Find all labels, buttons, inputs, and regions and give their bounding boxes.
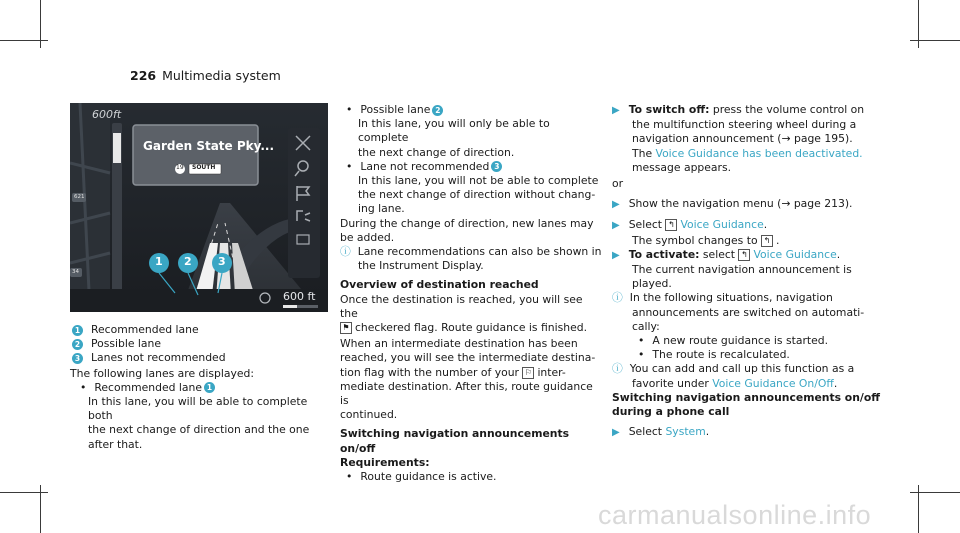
paragraph: During the change of direction, new lanes may — [340, 216, 594, 230]
watermark: carmanualsonline.info — [598, 500, 872, 530]
map-label-a: 621 — [74, 194, 85, 200]
bullet-item: • Recommended lane 1 — [70, 381, 332, 395]
marker-3-label: 3 — [218, 255, 226, 268]
legend-item — [70, 337, 332, 351]
road-name: Garden State Pky... — [143, 139, 275, 153]
step-text: message appears. — [632, 160, 732, 174]
message-text: Voice Guidance has been deactivated. — [655, 146, 863, 160]
paragraph — [340, 366, 602, 380]
voice-guidance-icon: ↰ — [738, 249, 750, 261]
step-arrow-icon: ▶ — [612, 249, 620, 261]
menu-item-text: System — [665, 425, 706, 439]
step-text — [612, 147, 902, 161]
legend-number: 2 — [72, 339, 83, 350]
step-arrow-icon: ▶ — [612, 199, 620, 211]
inline-number: 2 — [432, 105, 443, 116]
legend-item — [70, 323, 332, 337]
step-text: navigation announcement ( — [632, 132, 782, 146]
paragraph-text: checkered flag. Route guidance is finished. — [355, 321, 588, 335]
paragraph — [340, 321, 602, 335]
step-text: Select — [628, 218, 663, 232]
route-direction: SOUTH — [192, 164, 216, 171]
info-text: Lane recommendations can also be shown in — [357, 245, 602, 259]
step-text: played. — [632, 277, 672, 291]
info-note — [612, 291, 902, 305]
paragraph: When an intermediate destination has been — [340, 337, 578, 351]
inline-number: 3 — [491, 161, 502, 172]
bullet-label: Route guidance is active. — [360, 470, 497, 484]
legend-item — [70, 351, 332, 365]
step-label: To switch off: — [628, 103, 710, 116]
page-link: page 213). — [793, 197, 853, 211]
info-text: In the following situations, navigation — [629, 291, 833, 305]
navigation-screenshot — [70, 103, 328, 312]
bullet-text: ing lane. — [358, 202, 405, 216]
or-text: or — [612, 177, 624, 191]
legend-number: 1 — [72, 325, 83, 336]
page-header — [130, 68, 281, 83]
checkered-flag-icon: ⚑ — [340, 322, 352, 334]
voice-guidance-off-icon: ↰ — [761, 235, 773, 247]
intro-text: The following lanes are displayed: — [70, 366, 255, 380]
route-number: 19 — [176, 164, 184, 171]
legend-text: Lanes not recommended — [91, 351, 226, 365]
bullet-item: • Route guidance is active. — [346, 470, 497, 484]
paragraph-text: tion flag with the number of your — [340, 365, 519, 379]
section-heading: Requirements: — [340, 455, 430, 469]
step-text: The — [632, 146, 653, 160]
bullet-text: the next change of direction without chang- — [358, 188, 596, 202]
paragraph: reached, you will see the intermediate destina- — [340, 351, 596, 365]
bullet-item: • A new route guidance is started. — [638, 334, 829, 348]
step-text: Select — [628, 425, 663, 439]
info-note — [340, 245, 602, 259]
step — [612, 103, 902, 118]
section-heading: Switching navigation announcements on/off — [612, 390, 881, 404]
map-label-b: 34 — [72, 269, 79, 275]
bullet-text: the next change of direction. — [358, 145, 515, 159]
section-heading: during a phone call — [612, 405, 730, 419]
paragraph-text: inter- — [537, 365, 566, 379]
section-heading: Overview of destination reached — [340, 278, 539, 292]
right-column — [612, 103, 902, 440]
step-text: The current navigation announcement is — [632, 263, 852, 277]
middle-column — [340, 103, 602, 484]
voice-guidance-icon: ↰ — [665, 219, 677, 231]
intermediate-flag-icon: ⚐ — [522, 367, 534, 379]
step-text: The symbol changes to ↰ . — [632, 233, 780, 247]
inline-number: 1 — [204, 382, 215, 393]
legend-text: Possible lane — [91, 337, 162, 351]
bullet-text: In this lane, you will be able to complete both — [88, 395, 308, 423]
bullet-text: the next change of direction and the one — [88, 423, 310, 437]
step-text: . — [763, 218, 768, 232]
paragraph: be added. — [340, 230, 395, 244]
crop-mark — [0, 40, 48, 41]
paragraph: continued. — [340, 408, 398, 422]
menu-item-text: Voice Guidance — [753, 247, 837, 261]
step-arrow-icon: ▶ — [612, 427, 620, 439]
section-title: Multimedia system — [162, 68, 281, 83]
legend-text: Recommended lane — [91, 323, 199, 336]
bullet-item: • Lane not recommended 3 — [340, 160, 602, 174]
bullet-label: Lane not recommended — [360, 159, 490, 173]
distance-bottom: 600 ft — [283, 290, 316, 303]
left-column — [70, 323, 332, 452]
road-sign — [133, 125, 258, 185]
crop-mark — [910, 40, 960, 41]
info-text: . — [833, 376, 838, 390]
info-icon: ⓘ — [340, 245, 351, 259]
step — [612, 248, 902, 263]
bullet-text: In this lane, you will only be able to complete — [358, 117, 550, 145]
marker-1-label: 1 — [155, 255, 163, 268]
info-text: announcements are switched on automati- — [632, 305, 865, 319]
paragraph: mediate destination. After this, route guidance is — [340, 379, 593, 408]
arrow-right-icon: → — [781, 132, 791, 146]
info-text: You can add and call up this function as a — [629, 362, 855, 376]
info-text: the Instrument Display. — [358, 259, 484, 273]
info-icon: ⓘ — [612, 362, 623, 376]
step-arrow-icon: ▶ — [612, 105, 620, 116]
page-link: page 195). — [793, 132, 853, 146]
bullet-item: • Possible lane 2 — [340, 103, 602, 117]
info-icon: ⓘ — [612, 291, 623, 305]
navigation-map — [70, 103, 328, 312]
bullet-label: Possible lane — [360, 103, 431, 116]
crop-mark — [0, 492, 48, 493]
step-label: To activate: — [628, 247, 700, 261]
step-text: press the volume control on — [712, 103, 865, 116]
step — [612, 218, 902, 233]
bullet-text: In this lane, you will not be able to complete — [358, 174, 599, 188]
step-arrow-icon: ▶ — [612, 220, 620, 232]
step-text: Show the navigation menu ( — [628, 197, 782, 211]
step-text: the multifunction steering wheel during a — [632, 118, 857, 132]
step-text: The symbol changes to — [632, 233, 758, 247]
bullet-label: A new route guidance is started. — [652, 334, 829, 348]
arrow-right-icon: → — [781, 197, 791, 211]
crop-mark — [910, 492, 960, 493]
step-text: . — [836, 247, 841, 261]
legend-number: 3 — [72, 353, 83, 364]
page-number: 226 — [130, 68, 157, 83]
section-heading: Switching navigation announcements on/off — [340, 427, 570, 455]
marker-2-label: 2 — [184, 255, 192, 268]
info-note — [612, 362, 902, 376]
distance-top: 600ft — [92, 108, 122, 121]
menu-item-text: Voice Guidance On/Off — [712, 376, 834, 390]
step-text: . — [705, 425, 710, 439]
menu-item-text: Voice Guidance — [680, 218, 764, 232]
info-text: favorite under — [632, 376, 709, 390]
step — [612, 197, 902, 212]
step-text: select — [702, 247, 736, 261]
info-text — [612, 377, 902, 391]
bullet-label: Recommended lane — [94, 380, 202, 394]
paragraph: Once the destination is reached, you will see the — [340, 292, 583, 320]
info-text: cally: — [632, 319, 660, 333]
bullet-text: after that. — [88, 437, 143, 451]
step — [612, 425, 902, 440]
bullet-label: The route is recalculated. — [652, 348, 790, 362]
bullet-item: • The route is recalculated. — [638, 348, 790, 362]
step-text — [612, 132, 902, 146]
